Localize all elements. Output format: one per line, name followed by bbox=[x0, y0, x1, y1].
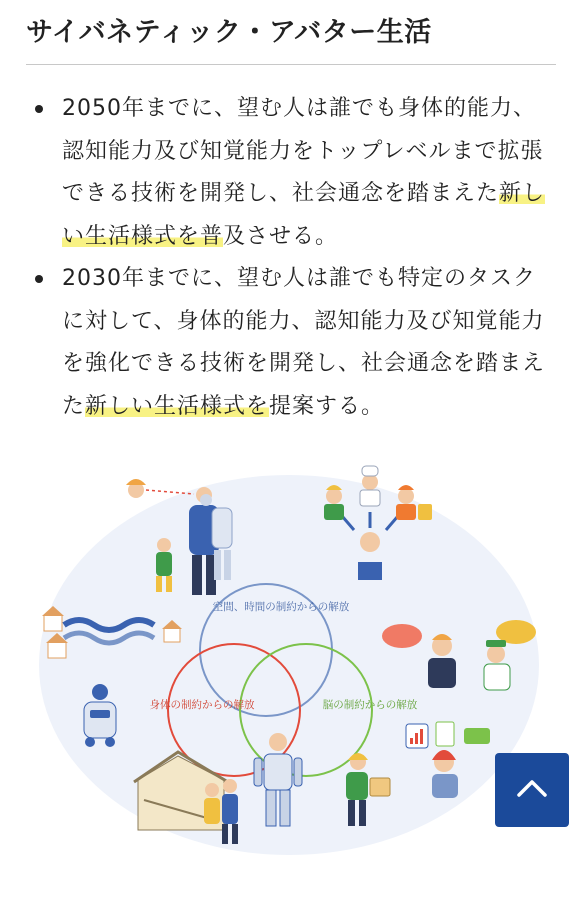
goal-item-2050 bbox=[26, 88, 556, 258]
goal-item-2030 bbox=[26, 258, 556, 428]
goal-highlight: 新しい生活様式を bbox=[85, 393, 270, 419]
scroll-top-button[interactable] bbox=[495, 753, 569, 827]
goal-text-end: 提案する。 bbox=[269, 393, 385, 419]
venn-label-brain: 脳の制約からの解放 bbox=[322, 699, 418, 711]
venn-label-space-time: 空間、時間の制約からの解放 bbox=[212, 601, 350, 613]
title-divider bbox=[26, 64, 556, 65]
goal-text: 2050年までに、望む人は誰でも身体的能力、認知能力及び知覚能力をトップレベルまで拡張できる技術を開発し、社会通念を踏まえた bbox=[62, 96, 544, 206]
bullet-icon bbox=[35, 275, 43, 283]
goal-highlight: 新しい生活様式を普 bbox=[62, 181, 546, 249]
goal-text: 2030年までに、望む人は誰でも特定のタスクに対して、身体的能力、認知能力及び知覚能力を強化できる技術を開発し、社会通念を踏まえた bbox=[62, 266, 546, 419]
avatar-life-illustration bbox=[34, 460, 554, 880]
venn-label-body: 身体の制約からの解放 bbox=[149, 699, 255, 711]
bullet-icon bbox=[35, 105, 43, 113]
goal-list bbox=[26, 88, 556, 428]
goal-text-end: 及させる。 bbox=[223, 223, 339, 249]
chevron-up-icon bbox=[495, 753, 569, 827]
page-title: サイバネティック・アバター生活 bbox=[26, 17, 432, 48]
